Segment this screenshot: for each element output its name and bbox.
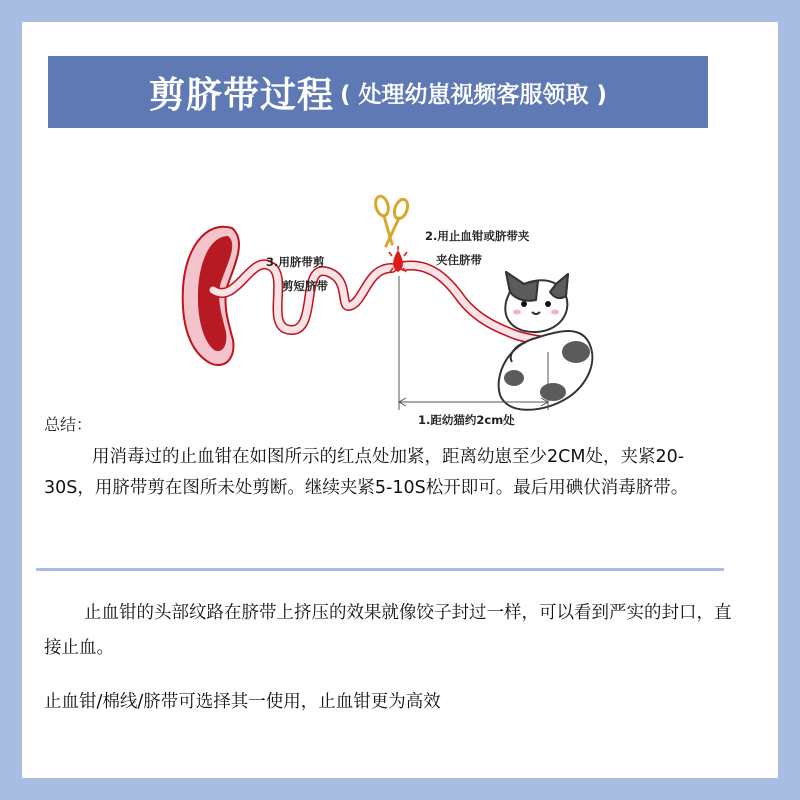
section-divider [36,568,724,571]
cat-illustration [499,272,593,410]
page-subtitle: ( 处理幼崽视频客服领取 ) [339,81,608,108]
scissors-icon [374,195,410,246]
note-paragraph-2: 止血钳/棉线/脐带可选择其一使用，止血钳更为高效 [44,692,441,712]
note-paragraph-1: 止血钳的头部纹路在脐带上挤压的效果就像饺子封过一样，可以看到严实的封口，直接止血。 [44,603,732,658]
page-title: 剪脐带过程 [148,74,334,116]
label-step2-line1: 2.用止血钳或脐带夹 [425,229,530,243]
label-step2-line2: 夹住脐带 [436,253,482,267]
summary-heading: 总结： [44,415,93,434]
label-step1: 1.距幼猫约2cm处 [418,413,515,427]
label-step3-line2: 剪短脐带 [282,279,328,293]
label-step3-line1: 3.用脐带剪 [266,255,325,269]
summary-paragraph: 用消毒过的止血钳在如图所示的红点处加紧，距离幼崽至少2CM处，夹紧20-30S，用脐带剪在图所未处剪断。继续夹紧5-10S松开即可。最后用碘伏消毒脐带。 [44,447,689,498]
